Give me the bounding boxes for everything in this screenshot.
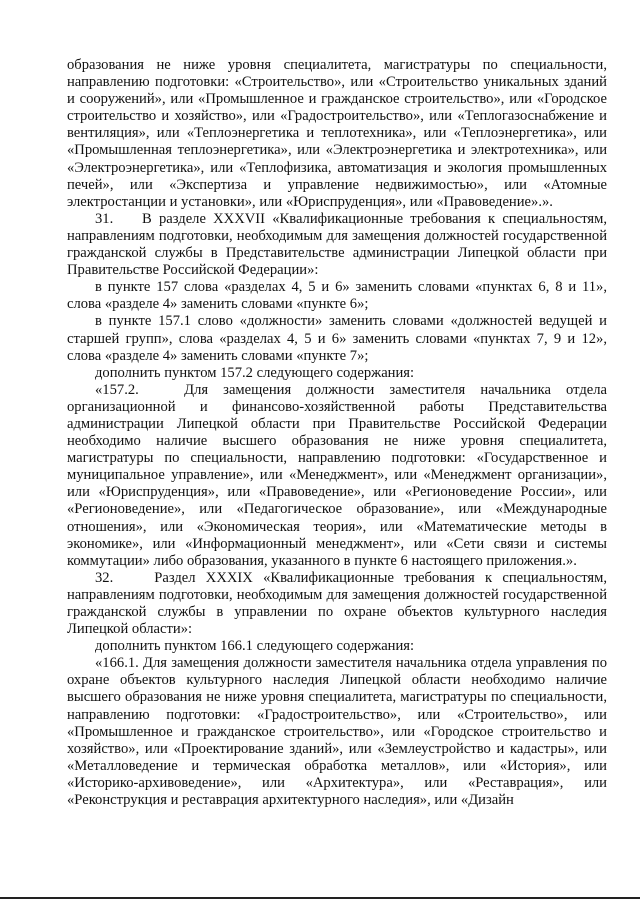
- paragraph-point-157: в пункте 157 слова «разделах 4, 5 и 6» заменить словами «пунктах 6, 8 и 11», слова «разделе 4» заменить словами «пункте 6»;: [67, 279, 607, 313]
- paragraph-item-31: 31. В разделе XXXVII «Квалификационные требования к специальностям, направлениям подготовки, необходимым для замещения должностей государственной гражданской службы в Представительстве администрации Липецкой области при Правительстве Российской Федерации»:: [67, 210, 607, 279]
- page-bottom-rule: [0, 897, 640, 899]
- paragraph-item-32: 32. Раздел XXXIX «Квалификационные требования к специальностям, направлениям подготовки, необходимым для замещения должностей государственной гражданской службы в управлении по охране объектов культурного наследия Липецкой области»:: [67, 569, 607, 638]
- paragraph-point-157-1: в пункте 157.1 слово «должности» заменить словами «должностей ведущей и старшей групп», слова «разделах 4, 5 и 6» заменить словами «пунктах 7, 9 и 12», слова «разделе 4» заменить словами «пункте 7»;: [67, 313, 607, 364]
- paragraph-add-166-1: дополнить пунктом 166.1 следующего содержания:: [95, 638, 415, 655]
- paragraph-continuation: образования не ниже уровня специалитета, магистратуры по специальности, направлению подготовки: «Строительство», или «Строительство уникальных зданий и сооружений», или «Промышленное и гражданское строительство», или «Городское строительство и хозяйство», или «Градостроительство», или «Теплогазоснабжение и вентиляция», или «Теплоэнергетика и теплотехника», или «Теплоэнергетика», или «Промышленная теплоэнергетика», или «Электроэнергетика и электротехника», или «Электроэнергетика», или «Теплофизика, автоматизация и экология промышленных печей», или «Экспертиза и управление недвижимостью», или «Атомные электростанции и установки», или «Юриспруденция», или «Правоведение».».: [67, 57, 607, 210]
- paragraph-166-1-text: «166.1. Для замещения должности заместителя начальника отдела управления по охране объектов культурного наследия Липецкой области необходимо наличие высшего образования не ниже уровня специалитета, магистратуры по специальности, направлению подготовки: «Градостроительство», или «Строительство», или «Промышленное и гражданское строительство», или «Городское строительство и хозяйство», или «Проектирование зданий», или «Землеустройство и кадастры», или «Металловедение и термическая обработка металлов», или «История», или «Историко-архивоведение», или «Архитектура», или «Реставрация», или «Реконструкция и реставрация архитектурного наследия», или «Дизайн: [67, 655, 607, 809]
- paragraph-add-157-2: дополнить пунктом 157.2 следующего содержания:: [95, 364, 415, 381]
- document-body: [67, 57, 607, 809]
- paragraph-157-2-text: «157.2. Для замещения должности заместителя начальника отдела организационной и финансово-хозяйственной работы Представительства администрации Липецкой области при Правительстве Российской Федерации необходимо наличие высшего образования не ниже уровня специалитета, магистратуры по специальности, направлению подготовки: «Государственное и муниципальное управление», или «Менеджмент», или «Менеджмент организации», или «Юриспруденция», или «Правоведение», или «Регионоведение России», или «Регионоведение», или «Педагогическое образование», или «Международные отношения», или «Экономическая теория», или «Математические методы в экономике», или «Информационный менеджмент», или «Сети связи и системы коммутации» либо образования, указанного в пункте 6 настоящего приложения.».: [67, 381, 607, 569]
